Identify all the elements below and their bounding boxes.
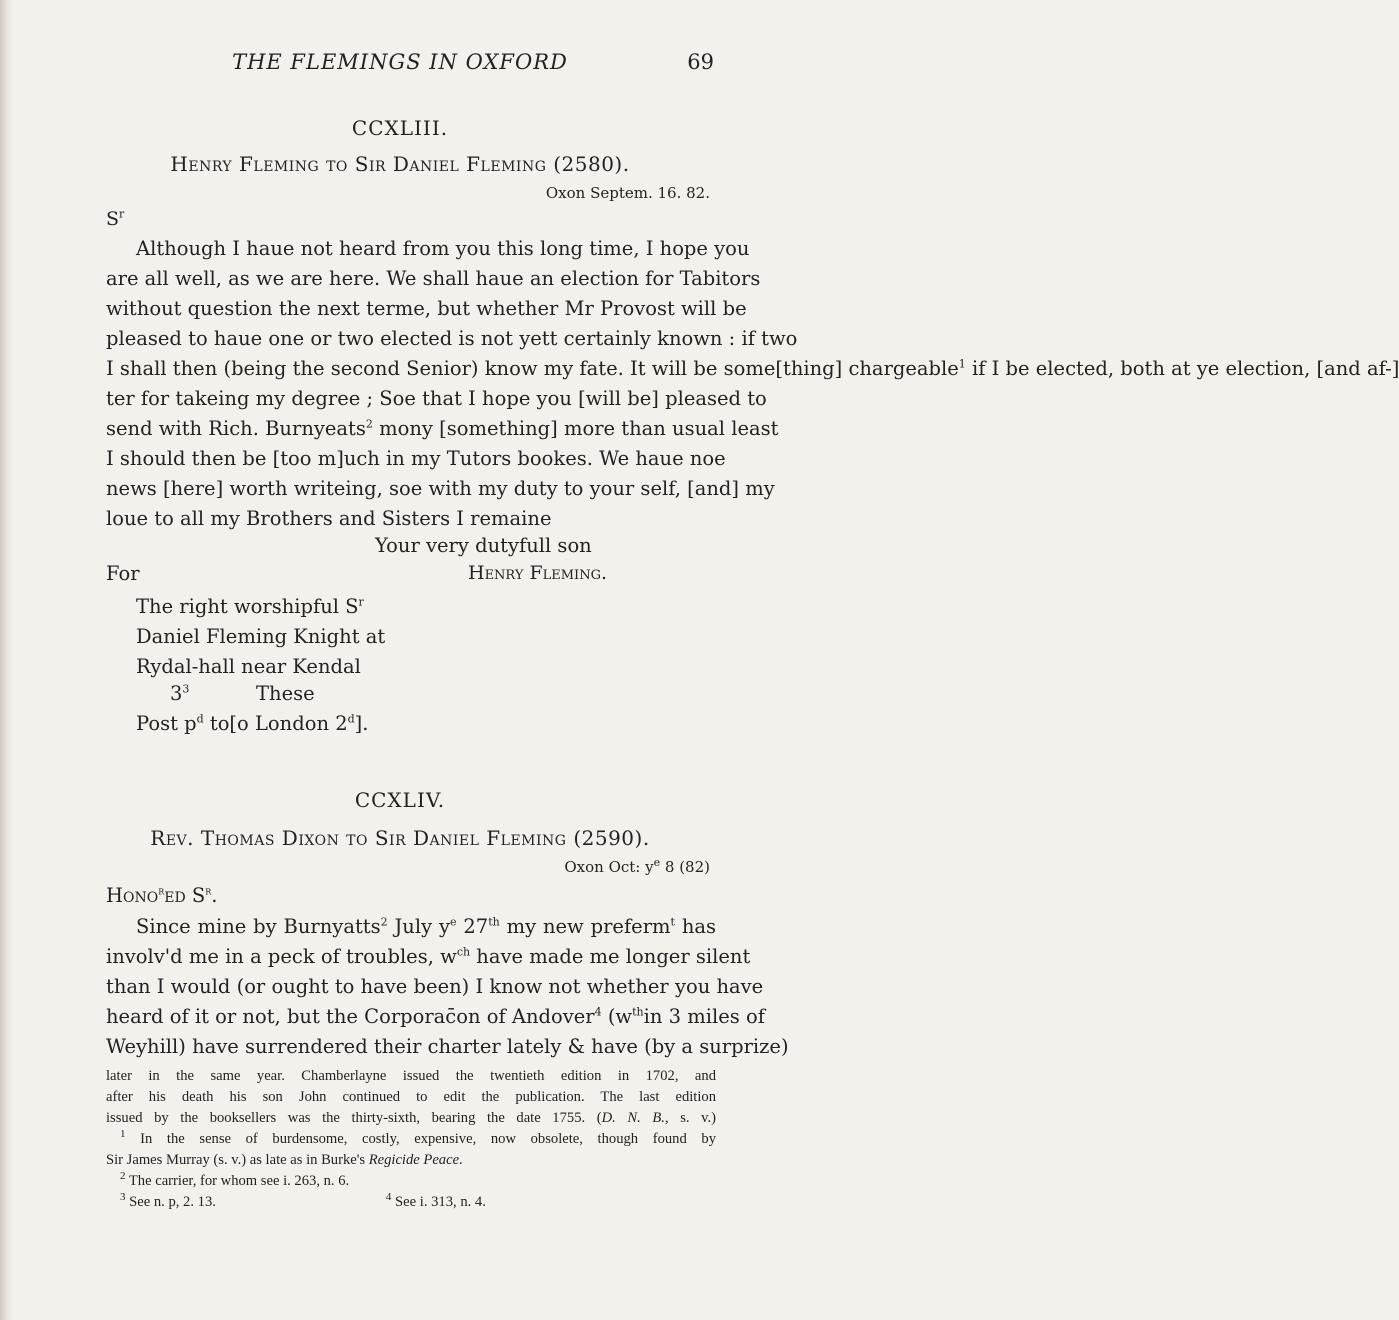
body-line: Although I haue not heard from you this long time, I hope you <box>136 237 750 260</box>
footnote-line: after his death his son John continued to edit the publication. The last edition <box>106 1089 716 1105</box>
body-line: heard of it or not, but the Corporac̄on of Andover$^4$ ($w^{th}in$ 3 miles of <box>106 1005 765 1028</box>
letter-salutation: $S^r$ <box>106 207 125 230</box>
letter-signature: Henry Fleming. <box>468 562 607 584</box>
body-line: send with Rich. Burnyeats$^2$ mony [something] more than usual least <box>106 417 779 440</box>
letter-number: CCXLIII. <box>351 116 449 140</box>
page-number: 69 <box>687 50 714 74</box>
address-line: The right worshipful $S^r$ <box>136 595 364 618</box>
address-for: For <box>106 562 140 585</box>
footnote-line: $^1$ In the sense of burdensome, costly, expensive, now obsolete, though found by <box>120 1128 716 1147</box>
address-line: Rydal-hall near Kendal <box>136 655 361 678</box>
page-header <box>0 50 800 80</box>
body-line: Weyhill) have surrendered their charter lately & have (by a surprize) <box>106 1035 789 1058</box>
body-line: involv'd me in a peck of troubles, $w^{ch}$ have made me longer silent <box>106 945 751 968</box>
body-line: I should then be [too m]uch in my Tutors bookes. We haue noe <box>106 447 726 470</box>
body-line: pleased to haue one or two elected is not yett certainly known : if two <box>106 327 798 350</box>
footnote-line: later in the same year. Chamberlayne issued the twentieth edition in 1702, and <box>106 1068 716 1084</box>
running-title: THE FLEMINGS IN OXFORD <box>232 50 568 74</box>
body-line: are all well, as we are here. We shall haue an election for Tabitors <box>106 267 761 290</box>
body-line: ter for takeing my degree ; Soe that I hope you [will be] pleased to <box>106 387 767 410</box>
footnotes <box>106 1066 716 1213</box>
letter-title: Rev. Thomas Dixon to Sir Daniel Fleming (2590). <box>150 826 650 850</box>
letter-body <box>106 234 1399 534</box>
footnote-line: $^3$ See n. p, 2. 13. $^4$ See i. 313, n. 4. <box>120 1191 486 1210</box>
letter-title: Henry Fleming to Sir Daniel Fleming (2580). <box>170 152 630 176</box>
letter-dateline: Oxon Septem. 16. 82. <box>545 184 710 202</box>
footnote-line: Sir James Murray (s. v.) as late as in Burke's Regicide Peace. <box>106 1152 463 1168</box>
footnote-line: $^2$ The carrier, for whom see i. 263, n. 6. <box>120 1170 350 1189</box>
body-line: I shall then (being the second Senior) know my fate. It will be some[thing] chargeable$^1$ if I be elected, both at ye election, [and af-] <box>106 357 1399 380</box>
body-line: than I would (or ought to have been) I know not whether you have <box>106 975 764 998</box>
body-line: news [here] worth writeing, soe with my duty to your self, [and] my <box>106 477 775 500</box>
body-line: Since mine by Burnyatts$^2$ July $y^e$ 27th my new preferm$^t$ has <box>136 915 717 938</box>
post-paid-line: Post $p^d$ to[o London 2$^d$]. <box>136 712 369 735</box>
letter-salutation: Hono$^r$ed $S^r$. <box>106 884 218 907</box>
postage-these: These <box>256 682 315 705</box>
body-line: without question the next terme, but whether Mr Provost will be <box>106 297 747 320</box>
postage-mark: $3^3$ <box>170 682 190 705</box>
letter-dateline: Oxon Oct: $y^e$ 8 (82) <box>564 856 710 876</box>
page-edge-shadow <box>0 0 14 1320</box>
footnote-line: issued by the booksellers was the thirty-sixth, bearing the date 1755. (D. N. B., s. v.) <box>106 1110 716 1126</box>
address-block <box>136 592 385 682</box>
address-line: Daniel Fleming Knight at <box>136 625 386 648</box>
letter-body <box>106 912 789 1062</box>
letter-number: CCXLIV. <box>354 788 446 812</box>
letter-closing: Your very dutyfull son <box>375 534 592 557</box>
body-line: loue to all my Brothers and Sisters I remaine <box>106 507 552 530</box>
